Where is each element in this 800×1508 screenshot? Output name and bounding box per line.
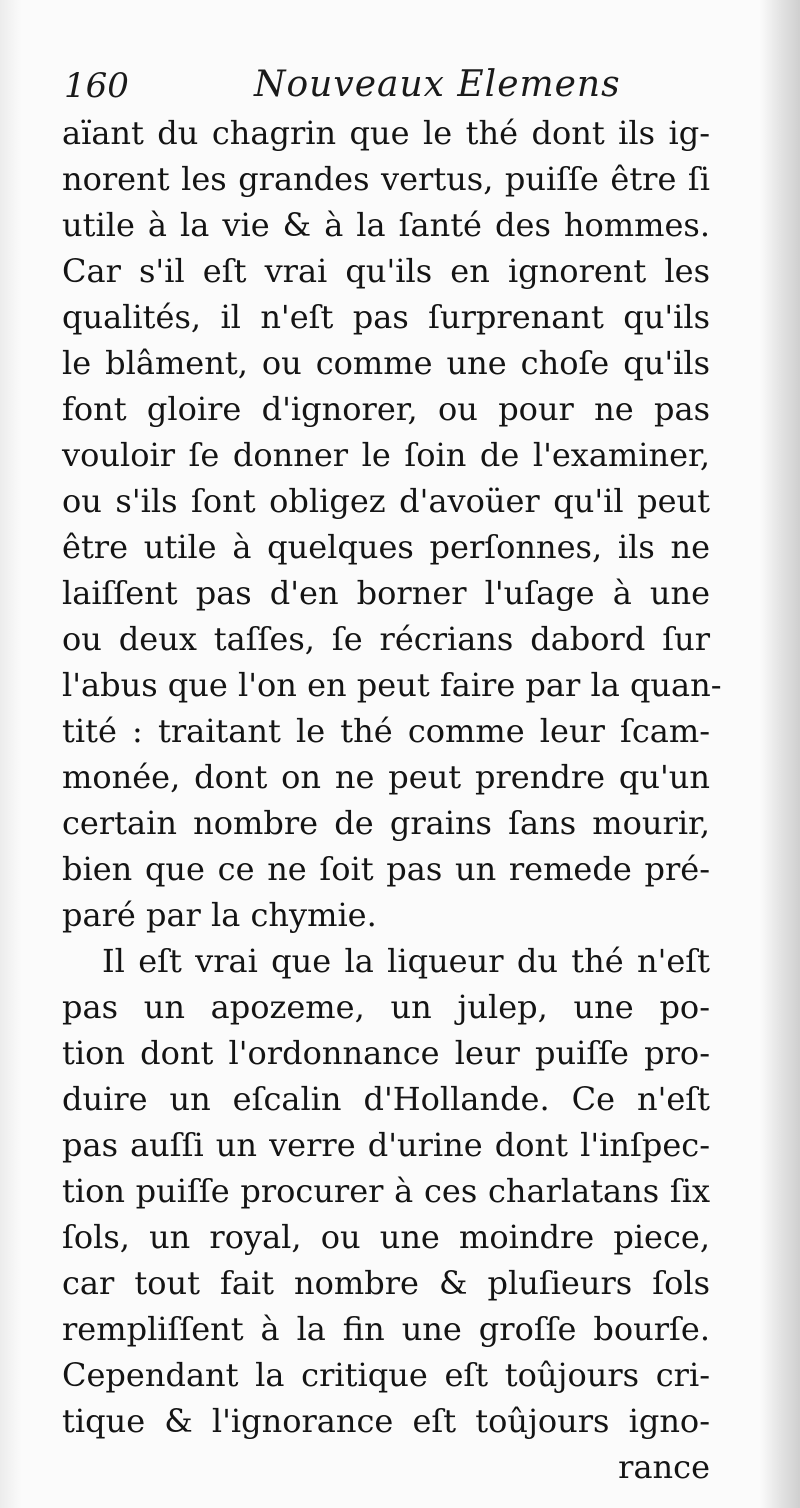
- text-line: l'abus que l'on en peut faire par la quan-: [62, 666, 722, 704]
- text-line: bien que ce ne ſoit pas un remede pré-: [62, 850, 710, 888]
- paragraph-end-line: paré par la chymie.: [62, 896, 377, 934]
- catchword: rance: [618, 1448, 710, 1486]
- page-gutter-shadow: [760, 0, 800, 1508]
- text-line: être utile à quelques perſonnes, ils ne: [62, 528, 710, 566]
- paragraph-start-line: Il eſt vrai que la liqueur du thé n'eſt: [102, 942, 710, 980]
- text-line: tion dont l'ordonnance leur puiſſe pro-: [62, 1034, 710, 1072]
- text-line: aïant du chagrin que le thé dont ils ig-: [62, 114, 710, 152]
- body-text: [62, 110, 722, 1490]
- text-line: tité : traitant le thé comme leur ſcam-: [62, 712, 710, 750]
- text-line: Car s'il eſt vrai qu'ils en ignorent les: [62, 252, 710, 290]
- text-line: pas auſſi un verre d'urine dont l'inſpec-: [62, 1126, 710, 1164]
- text-line: Cependant la critique eſt toûjours cri-: [62, 1356, 710, 1394]
- text-line: le blâment, ou comme une choſe qu'ils: [62, 344, 710, 382]
- running-title: Nouveaux Elemens: [254, 64, 621, 105]
- text-line: norent les grandes vertus, puiſſe être ſi: [62, 160, 710, 198]
- text-line: rempliſſent à la fin une groſſe bourſe.: [62, 1310, 710, 1348]
- text-line: vouloir ſe donner le ſoin de l'examiner,: [62, 436, 710, 474]
- page-edge-shadow-left: [0, 0, 22, 1508]
- text-line: ou s'ils ſont obligez d'avoüer qu'il peut: [62, 482, 710, 520]
- text-line: tique & l'ignorance eſt toûjours igno-: [62, 1402, 710, 1440]
- text-line: tion puiſſe procurer à ces charlatans ſix: [62, 1172, 710, 1210]
- text-line: car tout fait nombre & pluſieurs ſols: [62, 1264, 710, 1302]
- page-number: 160: [64, 66, 129, 106]
- text-line: ou deux taſſes, ſe récrians dabord ſur: [62, 620, 710, 658]
- text-line: certain nombre de grains ſans mourir,: [62, 804, 710, 842]
- text-line: font gloire d'ignorer, ou pour ne pas: [62, 390, 710, 428]
- text-line: ſols, un royal, ou une moindre piece,: [62, 1218, 710, 1256]
- text-line: laiſſent pas d'en borner l'uſage à une: [62, 574, 710, 612]
- text-line: monée, dont on ne peut prendre qu'un: [62, 758, 710, 796]
- running-head: [42, 60, 742, 110]
- text-line: utile à la vie & à la ſanté des hommes.: [62, 206, 710, 244]
- text-line: qualités, il n'eſt pas ſurprenant qu'ils: [62, 298, 710, 336]
- text-line: duire un eſcalin d'Hollande. Ce n'eſt: [62, 1080, 710, 1118]
- text-line: pas un apozeme, un julep, une po-: [62, 988, 710, 1026]
